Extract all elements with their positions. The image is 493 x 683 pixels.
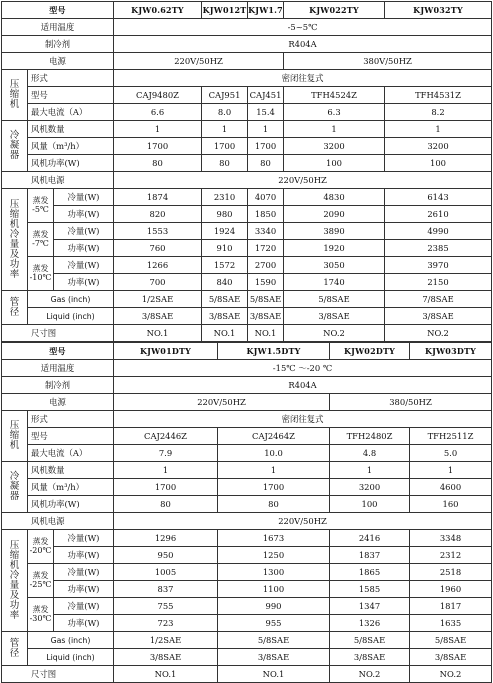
power-cell: 1635: [410, 615, 492, 632]
cool-label: 冷量(W): [54, 598, 114, 615]
current-cell: 6.6: [114, 104, 202, 121]
airflow-cell: 1700: [202, 138, 248, 155]
power-cell: 837: [114, 581, 218, 598]
gas-label: Gas (inch): [28, 291, 114, 308]
power-cell: 2610: [385, 206, 492, 223]
airflow-cell: 1700: [248, 138, 284, 155]
power-cell: 1100: [218, 581, 330, 598]
compressor-model-label: 型号: [28, 428, 114, 445]
fan-count-cell: 1: [248, 121, 284, 138]
cool-cell: 3970: [385, 257, 492, 274]
cool-cell: 2310: [202, 189, 248, 206]
gas-cell: 1/2SAE: [114, 291, 202, 308]
power-label: 功率(W): [54, 274, 114, 291]
compressor-model-cell: TFH4524Z: [284, 87, 385, 104]
cool-cell: 3890: [284, 223, 385, 240]
gas-cell: 5/8SAE: [202, 291, 248, 308]
model-cell: KJW02DTY: [330, 343, 410, 360]
performance-section-label: 压缩机冷量及功率: [2, 530, 28, 632]
cool-cell: 1296: [114, 530, 218, 547]
refrigerant-label: 制冷剂: [2, 36, 114, 53]
refrigerant-row: [2, 377, 492, 394]
gas-cell: 5/8SAE: [284, 291, 385, 308]
cool-cell: 990: [218, 598, 330, 615]
current-row: [2, 445, 492, 462]
power-value-380: 380V/50HZ: [284, 53, 492, 70]
power-cell: 2312: [410, 547, 492, 564]
perf-cool-row: [2, 223, 492, 240]
power-row: [2, 53, 492, 70]
fan-count-cell: 1: [410, 462, 492, 479]
gas-cell: 7/8SAE: [385, 291, 492, 308]
pipe-section-label: 管径: [2, 291, 28, 325]
power-cell: 955: [218, 615, 330, 632]
gas-cell: 5/8SAE: [248, 291, 284, 308]
compressor-model-row: [2, 428, 492, 445]
perf-cool-row: [2, 564, 492, 581]
fan-power-cell: 100: [284, 155, 385, 172]
gas-cell: 1/2SAE: [114, 632, 218, 649]
perf-power-row: [2, 274, 492, 291]
cool-cell: 2518: [410, 564, 492, 581]
fan-supply-row: [2, 513, 492, 530]
dim-label: 尺寸图: [2, 666, 114, 683]
spec-table-low-temp: [1, 342, 492, 683]
compressor-section-label: 压缩机: [2, 411, 28, 462]
liquid-cell: 3/8SAE: [114, 649, 218, 666]
temp-value: -15℃ ～-20 ℃: [114, 360, 492, 377]
compressor-model-row: [2, 87, 492, 104]
perf-power-row: [2, 206, 492, 223]
cool-cell: 6143: [385, 189, 492, 206]
fan-power-cell: 160: [410, 496, 492, 513]
cool-label: 冷量(W): [54, 223, 114, 240]
fan-count-row: [2, 121, 492, 138]
fan-power-cell: 100: [330, 496, 410, 513]
evap-temp-label: 蒸发 -25℃: [28, 564, 54, 598]
liquid-row: [2, 308, 492, 325]
current-label: 最大电流（A）: [28, 104, 114, 121]
model-cell: KJW03DTY: [410, 343, 492, 360]
power-value-220: 220V/50HZ: [114, 394, 330, 411]
form-value: 密闭往复式: [114, 411, 492, 428]
model-row: [2, 2, 492, 19]
cool-cell: 2700: [248, 257, 284, 274]
refrigerant-value: R404A: [114, 377, 492, 394]
fan-count-cell: 1: [202, 121, 248, 138]
power-cell: 1720: [248, 240, 284, 257]
current-cell: 8.0: [202, 104, 248, 121]
cool-cell: 4830: [284, 189, 385, 206]
current-cell: 15.4: [248, 104, 284, 121]
evap-temp-label: 蒸发 -30℃: [28, 598, 54, 632]
compressor-section-label: 压缩机: [2, 70, 28, 121]
performance-section-label: 压缩机冷量及功率: [2, 189, 28, 291]
current-row: [2, 104, 492, 121]
refrigerant-label: 制冷剂: [2, 377, 114, 394]
model-cell: KJW022TY: [284, 2, 385, 19]
power-cell: 1960: [410, 581, 492, 598]
temp-row: [2, 19, 492, 36]
power-cell: 820: [114, 206, 202, 223]
dim-label: 尺寸图: [2, 325, 114, 342]
model-cell: KJW01DTY: [114, 343, 218, 360]
liquid-cell: 3/8SAE: [202, 308, 248, 325]
cool-cell: 4070: [248, 189, 284, 206]
gas-cell: 5/8SAE: [218, 632, 330, 649]
power-cell: 2385: [385, 240, 492, 257]
dim-cell: NO.2: [410, 666, 492, 683]
fan-supply-row: [2, 172, 492, 189]
compressor-model-cell: TFH2511Z: [410, 428, 492, 445]
cool-cell: 1572: [202, 257, 248, 274]
airflow-label: 风量（m³/h）: [28, 138, 114, 155]
power-label: 电源: [2, 53, 114, 70]
cool-cell: 1300: [218, 564, 330, 581]
airflow-cell: 1700: [218, 479, 330, 496]
power-cell: 700: [114, 274, 202, 291]
fan-power-cell: 80: [114, 155, 202, 172]
model-row: [2, 343, 492, 360]
cool-cell: 1874: [114, 189, 202, 206]
fan-power-label: 风机功率(W): [28, 155, 114, 172]
current-cell: 10.0: [218, 445, 330, 462]
power-cell: 2150: [385, 274, 492, 291]
airflow-label: 风量（m³/h）: [28, 479, 114, 496]
perf-cool-row: [2, 598, 492, 615]
power-cell: 1585: [330, 581, 410, 598]
evap-temp-label: 蒸发 -10℃: [28, 257, 54, 291]
perf-power-row: [2, 240, 492, 257]
fan-power-cell: 80: [218, 496, 330, 513]
power-label: 功率(W): [54, 547, 114, 564]
power-cell: 910: [202, 240, 248, 257]
compressor-model-cell: CAJ951: [202, 87, 248, 104]
gas-row: [2, 632, 492, 649]
airflow-cell: 1700: [114, 138, 202, 155]
compressor-form-row: [2, 70, 492, 87]
liquid-cell: 3/8SAE: [330, 649, 410, 666]
cool-cell: 1553: [114, 223, 202, 240]
evap-temp-label: 蒸发 -5℃: [28, 189, 54, 223]
cool-cell: 1005: [114, 564, 218, 581]
liquid-cell: 3/8SAE: [410, 649, 492, 666]
perf-power-row: [2, 547, 492, 564]
airflow-row: [2, 479, 492, 496]
fan-count-cell: 1: [330, 462, 410, 479]
airflow-row: [2, 138, 492, 155]
compressor-model-cell: TFH4531Z: [385, 87, 492, 104]
temp-row: [2, 360, 492, 377]
gas-row: [2, 291, 492, 308]
model-cell: KJW1.7: [248, 2, 284, 19]
fan-supply-value: 220V/50HZ: [114, 172, 492, 189]
fan-power-row: [2, 496, 492, 513]
power-cell: 723: [114, 615, 218, 632]
power-cell: 2090: [284, 206, 385, 223]
model-label: 型号: [2, 2, 114, 19]
model-cell: KJW1.5DTY: [218, 343, 330, 360]
temp-value: -5~5℃: [114, 19, 492, 36]
power-cell: 1740: [284, 274, 385, 291]
fan-count-cell: 1: [114, 462, 218, 479]
power-cell: 1837: [330, 547, 410, 564]
spec-sheet: [1, 1, 491, 683]
dim-row: [2, 666, 492, 683]
dim-cell: NO.2: [284, 325, 385, 342]
liquid-row: [2, 649, 492, 666]
cool-label: 冷量(W): [54, 257, 114, 274]
model-cell: KJW0.62TY: [114, 2, 202, 19]
fan-count-cell: 1: [114, 121, 202, 138]
dim-cell: NO.1: [114, 325, 202, 342]
gas-cell: 5/8SAE: [330, 632, 410, 649]
liquid-cell: 3/8SAE: [114, 308, 202, 325]
fan-power-row: [2, 155, 492, 172]
evap-temp-label: 蒸发 -20℃: [28, 530, 54, 564]
cool-cell: 1347: [330, 598, 410, 615]
cool-cell: 1266: [114, 257, 202, 274]
liquid-cell: 3/8SAE: [218, 649, 330, 666]
model-label: 型号: [2, 343, 114, 360]
condenser-section-label: 冷凝器: [2, 462, 28, 513]
airflow-cell: 1700: [114, 479, 218, 496]
fan-count-cell: 1: [284, 121, 385, 138]
power-value-380: 380/50HZ: [330, 394, 492, 411]
cool-label: 冷量(W): [54, 564, 114, 581]
cool-cell: 1865: [330, 564, 410, 581]
fan-power-cell: 100: [385, 155, 492, 172]
fan-count-label: 风机数量: [28, 121, 114, 138]
power-cell: 1250: [218, 547, 330, 564]
fan-count-row: [2, 462, 492, 479]
refrigerant-value: R404A: [114, 36, 492, 53]
current-label: 最大电流（A）: [28, 445, 114, 462]
dim-cell: NO.1: [202, 325, 248, 342]
pipe-section-label: 管径: [2, 632, 28, 666]
fan-count-cell: 1: [218, 462, 330, 479]
power-cell: 1920: [284, 240, 385, 257]
dim-cell: NO.1: [218, 666, 330, 683]
power-label: 功率(W): [54, 615, 114, 632]
airflow-cell: 3200: [284, 138, 385, 155]
fan-supply-label: 风机电源: [2, 172, 114, 189]
liquid-cell: 3/8SAE: [248, 308, 284, 325]
cool-cell: 3340: [248, 223, 284, 240]
power-cell: 840: [202, 274, 248, 291]
fan-power-cell: 80: [248, 155, 284, 172]
perf-power-row: [2, 581, 492, 598]
liquid-cell: 3/8SAE: [385, 308, 492, 325]
temp-label: 适用温度: [2, 360, 114, 377]
perf-cool-row: [2, 189, 492, 206]
cool-cell: 755: [114, 598, 218, 615]
airflow-cell: 4600: [410, 479, 492, 496]
current-cell: 6.3: [284, 104, 385, 121]
compressor-model-cell: CAJ2464Z: [218, 428, 330, 445]
temp-label: 适用温度: [2, 19, 114, 36]
perf-cool-row: [2, 257, 492, 274]
power-label: 功率(W): [54, 206, 114, 223]
fan-supply-value: 220V/50HZ: [114, 513, 492, 530]
cool-cell: 1817: [410, 598, 492, 615]
model-cell: KJW012T: [202, 2, 248, 19]
cool-label: 冷量(W): [54, 189, 114, 206]
fan-power-cell: 80: [114, 496, 218, 513]
gas-cell: 5/8SAE: [410, 632, 492, 649]
current-cell: 7.9: [114, 445, 218, 462]
power-label: 功率(W): [54, 581, 114, 598]
airflow-cell: 3200: [385, 138, 492, 155]
refrigerant-row: [2, 36, 492, 53]
dim-cell: NO.1: [114, 666, 218, 683]
form-value: 密闭往复式: [114, 70, 492, 87]
dim-row: [2, 325, 492, 342]
compressor-model-cell: TFH2480Z: [330, 428, 410, 445]
power-value-220: 220V/50HZ: [114, 53, 284, 70]
fan-power-label: 风机功率(W): [28, 496, 114, 513]
power-cell: 760: [114, 240, 202, 257]
spec-table-medium-temp: [1, 1, 492, 342]
form-label: 形式: [28, 411, 114, 428]
power-cell: 950: [114, 547, 218, 564]
cool-cell: 2416: [330, 530, 410, 547]
perf-cool-row: [2, 530, 492, 547]
dim-cell: NO.2: [385, 325, 492, 342]
power-cell: 980: [202, 206, 248, 223]
condenser-section-label: 冷凝器: [2, 121, 28, 172]
cool-cell: 1924: [202, 223, 248, 240]
fan-count-label: 风机数量: [28, 462, 114, 479]
power-cell: 1590: [248, 274, 284, 291]
fan-power-cell: 80: [202, 155, 248, 172]
cool-label: 冷量(W): [54, 530, 114, 547]
compressor-model-cell: CAJ9480Z: [114, 87, 202, 104]
fan-count-cell: 1: [385, 121, 492, 138]
current-cell: 4.8: [330, 445, 410, 462]
power-row: [2, 394, 492, 411]
model-cell: KJW032TY: [385, 2, 492, 19]
cool-cell: 3050: [284, 257, 385, 274]
perf-power-row: [2, 615, 492, 632]
power-label: 电源: [2, 394, 114, 411]
compressor-model-cell: CAJ2446Z: [114, 428, 218, 445]
airflow-cell: 3200: [330, 479, 410, 496]
dim-cell: NO.2: [330, 666, 410, 683]
fan-supply-label: 风机电源: [2, 513, 114, 530]
liquid-label: Liquid (inch): [28, 649, 114, 666]
form-label: 形式: [28, 70, 114, 87]
power-cell: 1326: [330, 615, 410, 632]
power-label: 功率(W): [54, 240, 114, 257]
current-cell: 8.2: [385, 104, 492, 121]
dim-cell: NO.1: [248, 325, 284, 342]
cool-cell: 3348: [410, 530, 492, 547]
current-cell: 5.0: [410, 445, 492, 462]
liquid-cell: 3/8SAE: [284, 308, 385, 325]
gas-label: Gas (inch): [28, 632, 114, 649]
compressor-form-row: [2, 411, 492, 428]
cool-cell: 1673: [218, 530, 330, 547]
compressor-model-cell: CAJ451: [248, 87, 284, 104]
cool-cell: 4990: [385, 223, 492, 240]
power-cell: 1850: [248, 206, 284, 223]
compressor-model-label: 型号: [28, 87, 114, 104]
liquid-label: Liquid (inch): [28, 308, 114, 325]
evap-temp-label: 蒸发 -7℃: [28, 223, 54, 257]
